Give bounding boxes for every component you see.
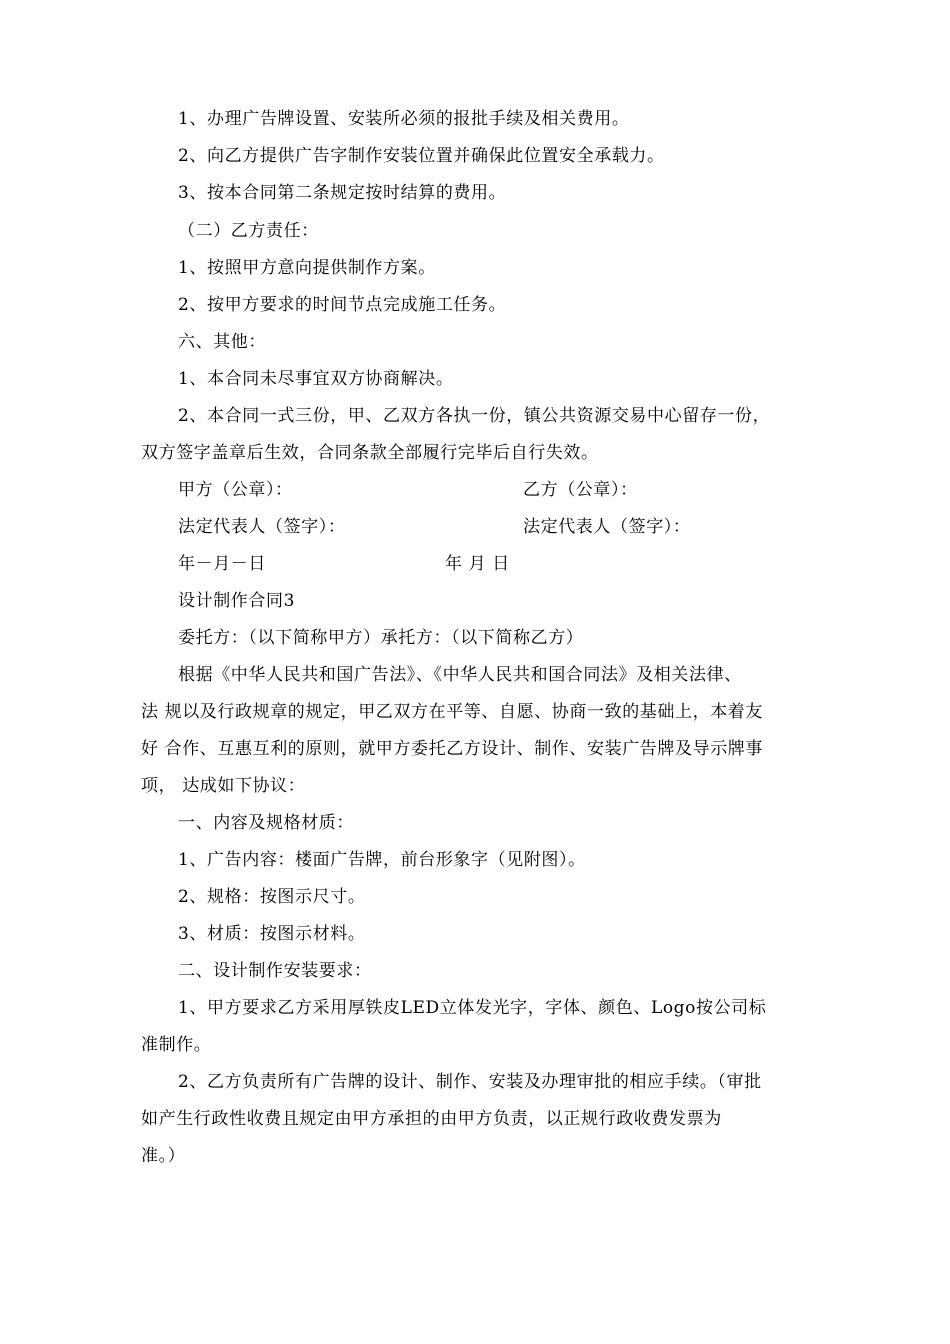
paragraph-line: 准。） [141,1146,186,1166]
paragraph-line: 双方签字盖章后生效，合同条款全部履行完毕后自行失效。 [141,443,599,463]
paragraph-line: 2、按甲方要求的时间节点完成施工任务。 [178,295,507,315]
paragraph-line: 1、甲方要求乙方采用厚铁皮LED立体发光字，字体、颜色、Logo按公司标 [178,998,767,1018]
section-heading: 二、设计制作安装要求： [178,961,372,981]
paragraph-line: 项， 达成如下协议： [141,776,306,796]
signature-party-b: 乙方（公章）： [523,480,638,500]
signature-rep-a: 法定代表人（签字）： [178,517,346,537]
contract-title: 设计制作合同3 [178,591,296,611]
paragraph-line: 1、按照甲方意向提供制作方案。 [178,258,436,278]
paragraph-line: 2、本合同一式三份，甲、乙双方各执一份，镇公共资源交易中心留存一份， [178,406,771,426]
signature-date-b: 年 月 日 [445,554,510,574]
paragraph-line: 2、乙方负责所有广告牌的设计、制作、安装及办理审批的相应手续。（审批 [178,1072,762,1092]
paragraph-line: 法 规以及行政规章的规定，甲乙双方在平等、自愿、协商一致的基础上，本着友 [141,702,764,722]
signature-rep-b: 法定代表人（签字）： [523,517,691,537]
paragraph-line: 3、材质：按图示材料。 [178,924,366,944]
signature-party-a: 甲方（公章）： [178,480,293,500]
paragraph-line: 1、广告内容：楼面广告牌，前台形象字（见附图）。 [178,850,586,870]
paragraph-line: 3、按本合同第二条规定按时结算的费用。 [178,183,507,203]
section-heading: （二）乙方责任： [178,221,319,241]
paragraph-line: 1、本合同未尽事宜双方协商解决。 [178,369,454,389]
paragraph-line: 2、规格：按图示尺寸。 [178,887,366,907]
paragraph-line: 如产生行政性收费且规定由甲方承担的由甲方负责，以正规行政收费发票为 [141,1109,722,1129]
paragraph-line: 1、办理广告牌设置、安装所必须的报批手续及相关费用。 [178,109,630,129]
section-heading: 一、内容及规格材质： [178,813,354,833]
paragraph-line: 准制作。 [141,1035,212,1055]
paragraph-line: 好 合作、互惠互利的原则，就甲方委托乙方设计、制作、安装广告牌及导示牌事 [141,739,764,759]
paragraph-line: 根据《中华人民共和国广告法》、《中华人民共和国合同法》及相关法律、 [178,665,742,685]
paragraph-line: 2、向乙方提供广告字制作安装位置并确保此位置安全承载力。 [178,146,665,166]
signature-date-a: 年－月－日 [178,554,266,574]
section-heading: 六、其他： [178,332,266,352]
paragraph-line: 委托方：（以下简称甲方）承托方：（以下简称乙方） [178,628,584,648]
